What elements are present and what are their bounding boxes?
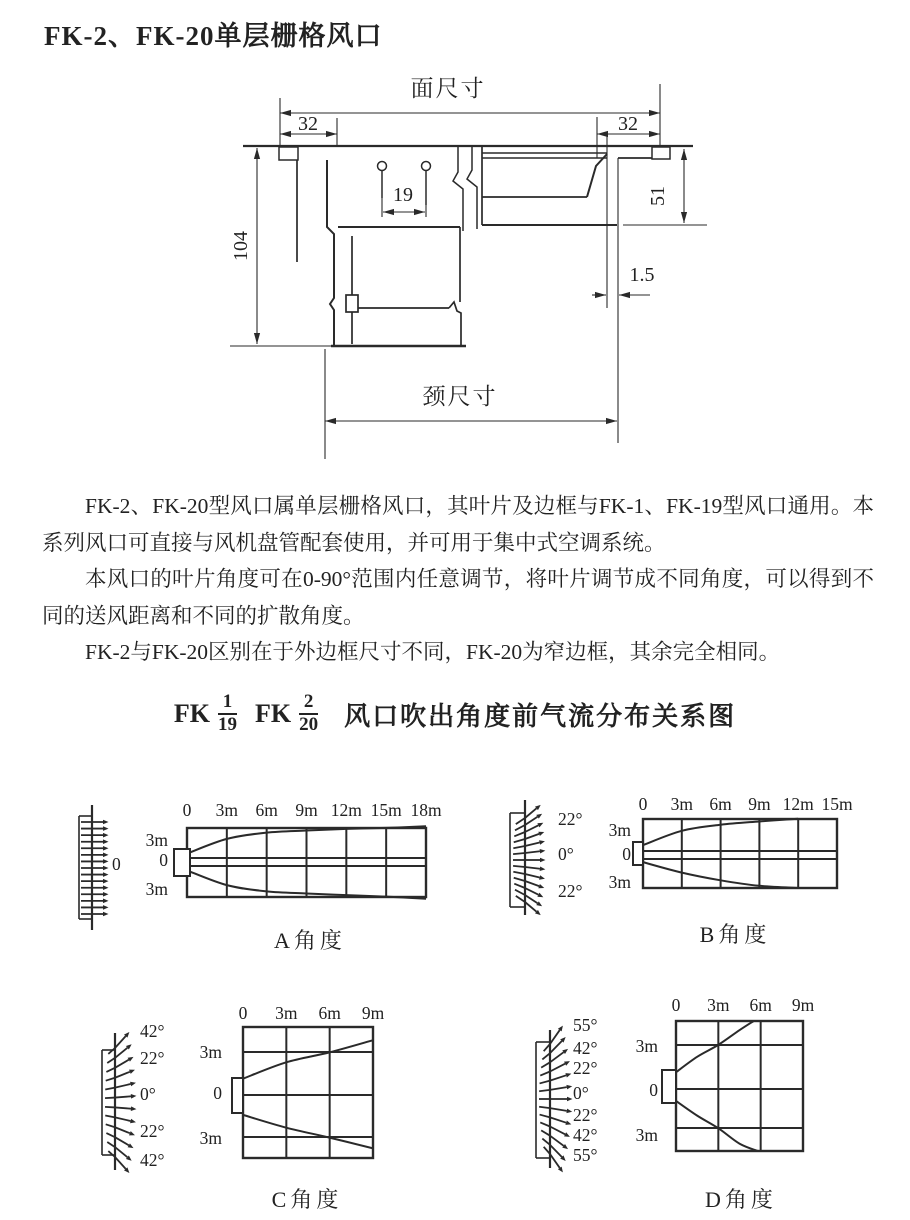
svg-text:3m: 3m — [145, 830, 168, 850]
louver-angle-labels — [140, 1021, 165, 1170]
dim-1-5: 1.5 — [629, 264, 655, 286]
svg-text:22°: 22° — [558, 809, 583, 829]
svg-text:3m: 3m — [670, 794, 693, 814]
svg-text:0: 0 — [622, 844, 631, 864]
svg-text:3m: 3m — [608, 820, 631, 840]
flow-envelope-top — [676, 1021, 754, 1072]
dimension-labels — [230, 76, 669, 409]
svg-text:3m: 3m — [199, 1042, 222, 1062]
dim-19: 19 — [393, 184, 413, 206]
svg-text:42°: 42° — [573, 1038, 598, 1058]
dim-32-right: 32 — [618, 113, 638, 135]
paragraph-2: 本风口的叶片角度可在0-90°范围内任意调节，将叶片调节成不同角度，可以得到不同的送风距离和不同的扩散角度。 — [42, 567, 874, 628]
svg-text:6m: 6m — [318, 1003, 341, 1023]
y-axis-labels — [146, 830, 169, 899]
blade-section — [587, 154, 607, 197]
svg-text:0°: 0° — [573, 1083, 589, 1103]
svg-text:0: 0 — [671, 995, 681, 1015]
chart-caption: C角度 — [271, 1187, 343, 1212]
outlet-box — [662, 1070, 676, 1103]
svg-text:3m: 3m — [635, 1036, 658, 1056]
outlet-box — [232, 1078, 243, 1113]
y-axis-labels — [609, 820, 632, 892]
svg-text:0: 0 — [213, 1083, 222, 1103]
left-flange-hatch — [279, 147, 298, 160]
right-flange-hatch — [652, 147, 670, 159]
svg-text:3m: 3m — [145, 879, 168, 899]
fraction-denominator: 19 — [217, 714, 237, 735]
chart-B — [510, 794, 853, 947]
pin-right — [422, 162, 431, 171]
svg-text:22°: 22° — [573, 1058, 598, 1078]
dimension-lines — [257, 113, 684, 421]
svg-text:6m: 6m — [255, 800, 278, 820]
svg-text:0: 0 — [182, 800, 192, 820]
louver-angle-labels — [573, 1015, 598, 1165]
outlet-box — [174, 849, 190, 876]
svg-text:0: 0 — [238, 1003, 248, 1023]
svg-text:3m: 3m — [215, 800, 239, 820]
svg-text:15m: 15m — [821, 794, 853, 814]
fk-fraction-2 — [297, 692, 320, 736]
svg-text:0: 0 — [112, 854, 121, 874]
svg-text:0: 0 — [649, 1080, 658, 1100]
grid — [187, 828, 426, 897]
y-axis-labels — [636, 1036, 659, 1145]
flow-distribution-charts — [79, 794, 853, 1212]
louver-angle-labels — [112, 854, 121, 874]
svg-text:22°: 22° — [140, 1121, 165, 1141]
svg-text:0°: 0° — [558, 844, 574, 864]
chart-A — [79, 800, 442, 953]
fraction-denominator: 20 — [299, 714, 319, 735]
louver-grille — [102, 1032, 136, 1173]
break-line — [467, 146, 477, 229]
flow-envelope-top — [243, 1040, 373, 1078]
grid — [643, 819, 837, 888]
svg-text:9m: 9m — [791, 995, 815, 1015]
chart-D — [536, 995, 815, 1212]
svg-text:15m: 15m — [370, 800, 402, 820]
chart-caption: D角度 — [705, 1187, 777, 1212]
svg-text:9m: 9m — [748, 794, 771, 814]
chart-C — [102, 1003, 385, 1212]
louver-grille — [510, 800, 546, 915]
svg-text:6m: 6m — [749, 995, 772, 1015]
x-axis-labels — [239, 1003, 385, 1023]
svg-text:55°: 55° — [573, 1145, 598, 1165]
dim-104: 104 — [230, 231, 252, 261]
paragraph-1: FK-2、FK-20型风口属单层栅格风口，其叶片及边框与FK-1、FK-19型风口通用。本系列风口可直接与风机盘管配套使用，并可用于集中式空调系统。 — [42, 494, 874, 555]
y-axis-labels — [200, 1042, 223, 1148]
svg-text:6m: 6m — [709, 794, 732, 814]
louver-grille — [536, 1026, 573, 1173]
x-axis-labels — [183, 800, 442, 820]
svg-text:18m: 18m — [410, 800, 442, 820]
svg-text:12m: 12m — [782, 794, 814, 814]
louver-angle-labels — [558, 809, 583, 901]
fk-fraction-1 — [216, 692, 239, 736]
svg-text:3m: 3m — [199, 1128, 222, 1148]
fraction-numerator: 2 — [299, 692, 319, 715]
flow-envelope-bottom — [243, 1115, 373, 1148]
fk-model-1: FK — [173, 699, 210, 728]
svg-text:55°: 55° — [573, 1015, 598, 1035]
svg-text:22°: 22° — [140, 1048, 165, 1068]
svg-text:12m: 12m — [330, 800, 362, 820]
vent-section — [243, 146, 693, 346]
grid — [676, 1021, 803, 1151]
svg-text:9m: 9m — [361, 1003, 385, 1023]
dim-32-left: 32 — [298, 113, 318, 135]
svg-text:22°: 22° — [573, 1105, 598, 1125]
chart-caption: B角度 — [699, 922, 771, 947]
technical-drawing — [230, 76, 707, 459]
svg-text:3m: 3m — [608, 872, 631, 892]
svg-text:3m: 3m — [707, 995, 730, 1015]
break-line — [453, 146, 463, 231]
svg-text:0°: 0° — [140, 1084, 156, 1104]
svg-text:42°: 42° — [573, 1125, 598, 1145]
flow-envelope-bottom — [676, 1101, 758, 1151]
dim-51: 51 — [647, 186, 669, 206]
paragraph-3: FK-2与FK-20区别在于外边框尺寸不同，FK-20为窄边框，其余完全相同。 — [85, 640, 781, 665]
page-title: FK-2、FK-20单层栅格风口 — [44, 21, 383, 51]
x-axis-labels — [672, 995, 815, 1015]
chart-caption: A角度 — [274, 928, 346, 953]
section-heading — [0, 686, 910, 742]
face-dim-label: 面尺寸 — [410, 76, 486, 101]
svg-text:9m: 9m — [295, 800, 318, 820]
fraction-numerator: 1 — [218, 692, 238, 715]
pin-left — [378, 162, 387, 171]
svg-text:0: 0 — [638, 794, 648, 814]
body-text — [42, 488, 874, 671]
louver-grille — [79, 805, 109, 930]
svg-text:0: 0 — [159, 850, 168, 870]
fk-model-2: FK — [254, 699, 292, 728]
outlet-box — [633, 842, 643, 865]
neck-dim-label: 颈尺寸 — [422, 384, 498, 409]
svg-text:3m: 3m — [635, 1125, 658, 1145]
svg-text:22°: 22° — [558, 881, 583, 901]
svg-text:3m: 3m — [275, 1003, 298, 1023]
svg-text:42°: 42° — [140, 1021, 165, 1041]
section-heading-text: 风口吹出角度前气流分布关系图 — [344, 701, 737, 731]
svg-text:42°: 42° — [140, 1150, 165, 1170]
x-axis-labels — [639, 794, 853, 814]
